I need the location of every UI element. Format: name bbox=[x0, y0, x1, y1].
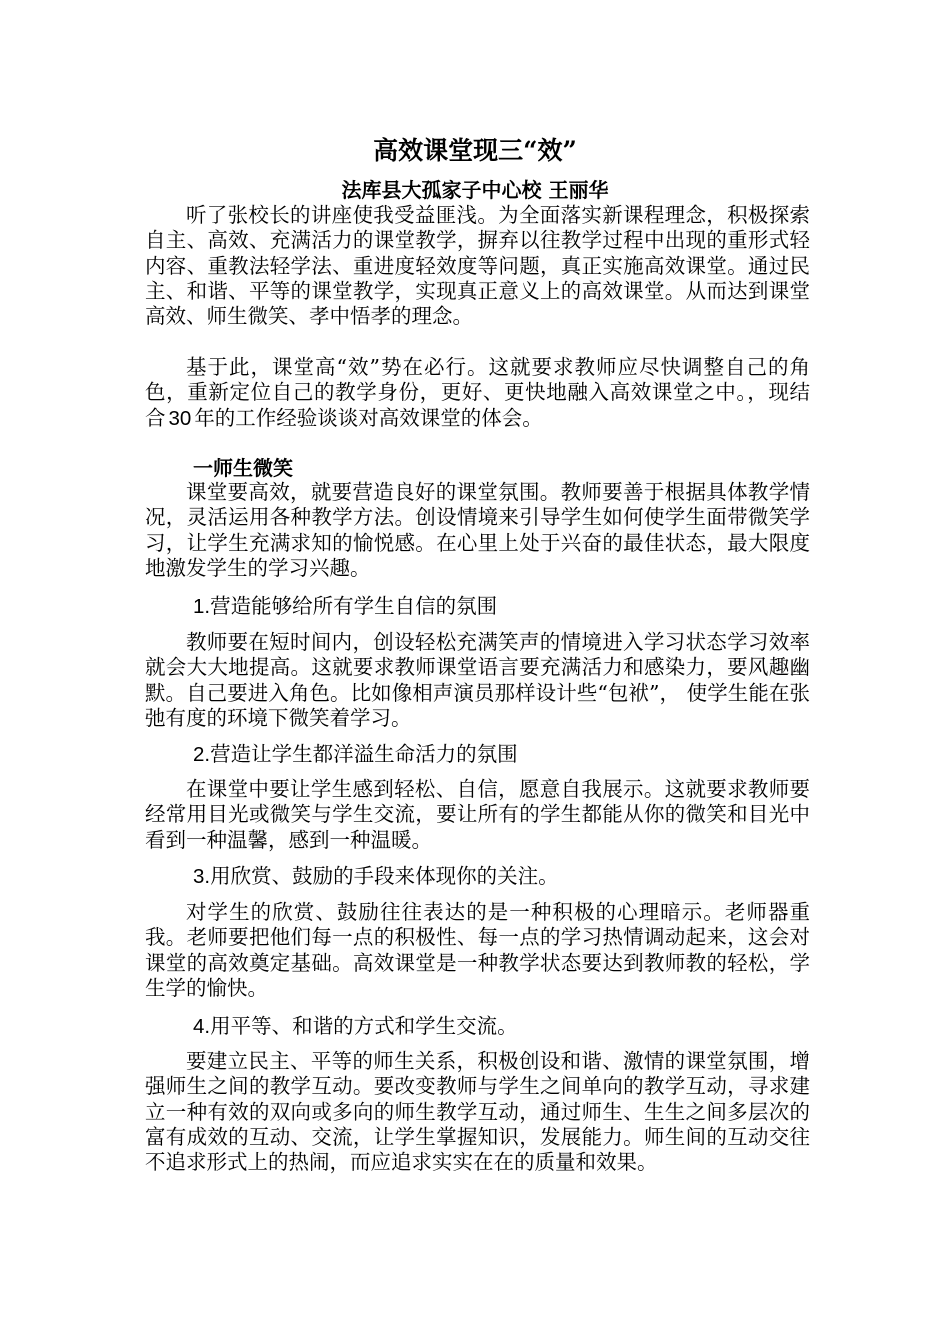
point-3-body: 对学生的欣赏、鼓励往往表达的是一种积极的心理暗示。老师器重我。老师要把他们每一点的积极性、每一点的学习热情调动起来，这会对课堂的高效奠定基础。高效课堂是一种教学状态要达到教师教的轻松，学生学的愉快。 bbox=[145, 900, 810, 1000]
point-2-number: 2. bbox=[193, 743, 211, 766]
point-3-title: 用欣赏、鼓励的手段来体现你的关注。 bbox=[210, 864, 559, 888]
point-2-body: 在课堂中要让学生感到轻松、自信，愿意自我展示。这就要求教师要经常用目光或微笑与学生交流，要让所有的学生都能从你的微笑和目光中看到一种温馨，感到一种温暖。 bbox=[145, 777, 810, 852]
point-4-number: 4. bbox=[193, 1015, 211, 1038]
intro-paragraph-2 bbox=[145, 355, 810, 431]
section-1-body: 课堂要高效，就要营造良好的课堂氛围。教师要善于根据具体教学情况，灵活运用各种教学方法。创设情境来引导学生如何使学生面带微笑学习，让学生充满求知的愉悦感。在心里上处于兴奋的最佳状态，最大限度地激发学生的学习兴趣。 bbox=[145, 480, 810, 580]
section-1-heading: 一师生微笑 bbox=[193, 456, 293, 480]
point-4-title: 用平等、和谐的方式和学生交流。 bbox=[210, 1014, 518, 1038]
point-1-body: 教师要在短时间内，创设轻松充满笑声的情境进入学习状态学习效率就会大大地提高。这就要求教师课堂语言要充满活力和感染力，要风趣幽默。自己要进入角色。比如像相声演员那样设计些“包袱”， 使学生能在张弛有度的环境下微笑着学习。 bbox=[145, 630, 810, 730]
document-title: 高效课堂现三“效” bbox=[373, 136, 577, 165]
point-3-number: 3. bbox=[193, 865, 211, 888]
years-number: 30 bbox=[168, 406, 192, 430]
point-4-body: 要建立民主、平等的师生关系，积极创设和谐、激情的课堂氛围，增强师生之间的教学互动。要改变教师与学生之间单向的教学互动，寻求建立一种有效的双向或多向的师生教学互动，通过师生、生生之间多层次的富有成效的互动、交流，让学生掌握知识，发展能力。师生间的互动交往不追求形式上的热闹，而应追求实实在在的质量和效果。 bbox=[145, 1049, 810, 1175]
point-1-title: 营造能够给所有学生自信的氛围 bbox=[210, 594, 498, 618]
author-line: 法库县大孤家子中心校 王丽华 bbox=[341, 178, 609, 202]
intro-paragraph-2-text-b: 年的工作经验谈谈对高效课堂的体会。 bbox=[194, 405, 543, 430]
point-1-number: 1. bbox=[193, 595, 211, 618]
intro-paragraph-1: 听了张校长的讲座使我受益匪浅。为全面落实新课程理念，积极探索自主、高效、充满活力的课堂教学，摒弃以往教学过程中出现的重形式轻内容、重教法轻学法、重进度轻效度等问题，真正实施高效课堂。通过民主、和谐、平等的课堂教学，实现真正意义上的高效课堂。从而达到课堂高效、师生微笑、孝中悟孝的理念。 bbox=[145, 203, 810, 329]
point-2-heading bbox=[193, 741, 518, 768]
intro-paragraph-2-text-a: 基于此，课堂高“效”势在必行。这就要求教师应尽快调整自己的角色，重新定位自己的教学身份，更好、更快地融入高效课堂之中。，现结合 bbox=[145, 355, 810, 430]
point-4-heading bbox=[193, 1013, 518, 1040]
point-2-title: 营造让学生都洋溢生命活力的氛围 bbox=[210, 742, 518, 766]
point-1-heading bbox=[193, 593, 497, 620]
point-3-heading bbox=[193, 863, 559, 890]
